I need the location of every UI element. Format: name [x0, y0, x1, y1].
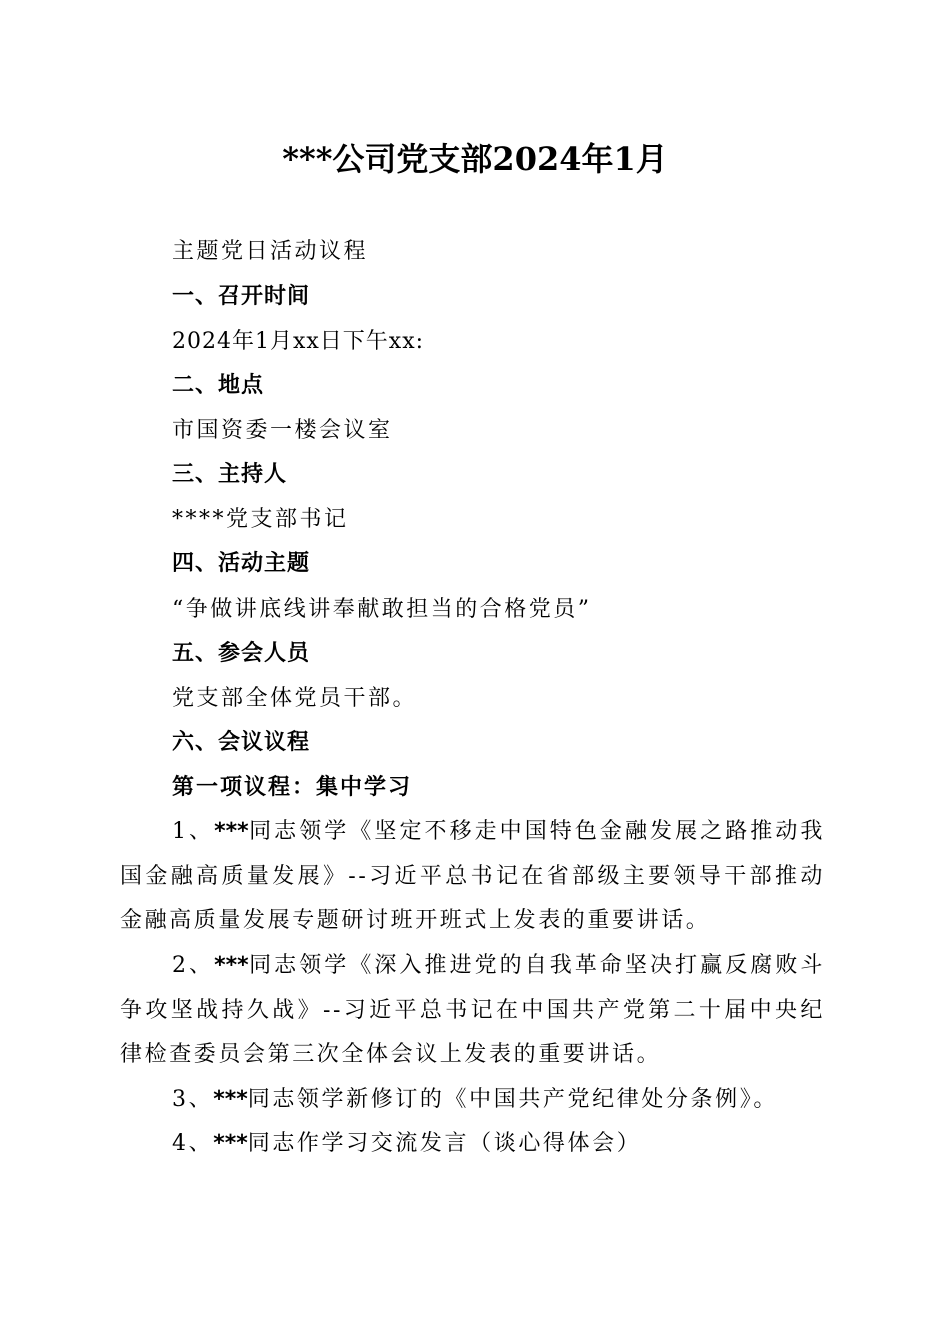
section-heading-attendees: 五、参会人员: [172, 641, 311, 666]
document-subtitle: 主题党日活动议程: [172, 239, 369, 264]
section-heading-time: 一、召开时间: [172, 284, 311, 309]
section-content-agenda: 第一项议程：集中学习: [172, 775, 413, 800]
section-content-location: 市国资委一楼会议室: [172, 418, 393, 443]
item-stars: ***: [213, 1131, 248, 1156]
item-text: 同志领学《坚定不移走中国特色金融发展之路推动我国金融高质量发展》--习近平总书记在省部级主要领导干部推动金融高质量发展专题研讨班开班式上发表的重要讲话。: [120, 819, 825, 933]
item-number: 3、: [172, 1087, 214, 1112]
agenda-item-4: [120, 1122, 825, 1167]
section-heading-theme: 四、活动主题: [172, 551, 311, 576]
section-content-time: 2024年1月xx日下午xx:: [172, 329, 425, 354]
item-stars: ***: [214, 819, 249, 844]
document-title: ***公司党支部2024年1月: [282, 140, 668, 178]
item-stars: ***: [213, 1087, 248, 1112]
item-number: 1、: [172, 819, 215, 844]
agenda-item-2: [120, 944, 825, 1078]
section-content-theme: “争做讲底线讲奉献敢担当的合格党员”: [172, 597, 592, 622]
section-heading-location: 二、地点: [172, 373, 265, 398]
item-number: 2、: [172, 953, 215, 978]
agenda-item-3: [120, 1078, 825, 1123]
agenda-item-1: [120, 810, 825, 944]
item-number: 4、: [172, 1131, 214, 1156]
section-content-attendees: 党支部全体党员干部。: [172, 686, 418, 711]
item-text: 同志领学《深入推进党的自我革命坚决打赢反腐败斗争攻坚战持久战》--习近平总书记在中国共产党第二十届中央纪律检查委员会第三次全体会议上发表的重要讲话。: [120, 953, 825, 1067]
item-text: 同志作学习交流发言（谈心得体会）: [247, 1131, 642, 1156]
section-heading-agenda: 六、会议议程: [172, 730, 311, 755]
item-stars: ***: [214, 953, 249, 978]
section-content-host: ****党支部书记: [172, 507, 349, 532]
item-text: 同志领学新修订的《中国共产党纪律处分条例》。: [247, 1087, 778, 1112]
section-heading-host: 三、主持人: [172, 462, 288, 487]
